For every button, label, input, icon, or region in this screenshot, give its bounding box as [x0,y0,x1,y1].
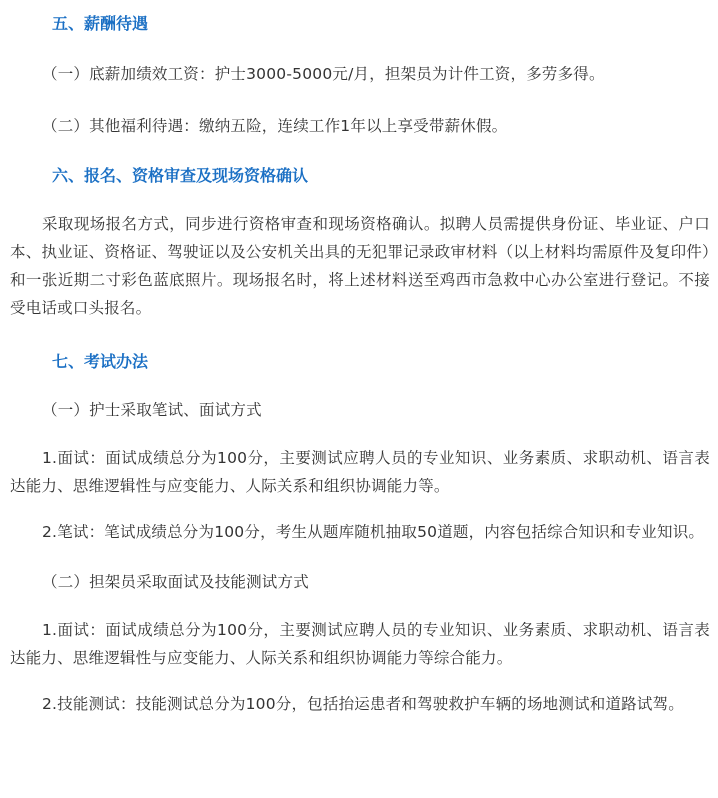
paragraph-registration-method: 采取现场报名方式，同步进行资格审查和现场资格确认。拟聘人员需提供身份证、毕业证、户口本、执业证、资格证、驾驶证以及公安机关出具的无犯罪记录政审材料（以上材料均需原件及复印件）和一张近期二寸彩色蓝底照片。现场报名时，将上述材料送至鸡西市急救中心办公室进行登记。不接受电话或口头报名。 [10,215,710,317]
paragraph-stretcher-exam-method: （二）担架员采取面试及技能测试方式 [42,573,309,591]
paragraph-nurse-written-test: 2.笔试：笔试成绩总分为100分，考生从题库随机抽取50道题，内容包括综合知识和专业知识。 [42,523,705,541]
section-heading-registration: 六、报名、资格审查及现场资格确认 [52,166,309,185]
paragraph-nurse-exam-method: （一）护士采取笔试、面试方式 [42,401,262,419]
paragraph-stretcher-skill-test: 2.技能测试：技能测试总分为100分，包括抬运患者和驾驶救护车辆的场地测试和道路试驾。 [42,695,684,713]
section-heading-salary: 五、薪酬待遇 [52,14,149,33]
paragraph-other-benefits: （二）其他福利待遇：缴纳五险，连续工作1年以上享受带薪休假。 [42,117,508,135]
paragraph-base-salary: （一）底薪加绩效工资：护士3000-5000元/月，担架员为计件工资，多劳多得。 [42,65,605,83]
section-heading-exam: 七、考试办法 [52,352,149,371]
paragraph-stretcher-interview: 1.面试：面试成绩总分为100分，主要测试应聘人员的专业知识、业务素质、求职动机、语言表达能力、思维逻辑性与应变能力、人际关系和组织协调能力等综合能力。 [10,621,710,667]
paragraph-nurse-interview: 1.面试：面试成绩总分为100分，主要测试应聘人员的专业知识、业务素质、求职动机、语言表达能力、思维逻辑性与应变能力、人际关系和组织协调能力等。 [10,449,710,495]
